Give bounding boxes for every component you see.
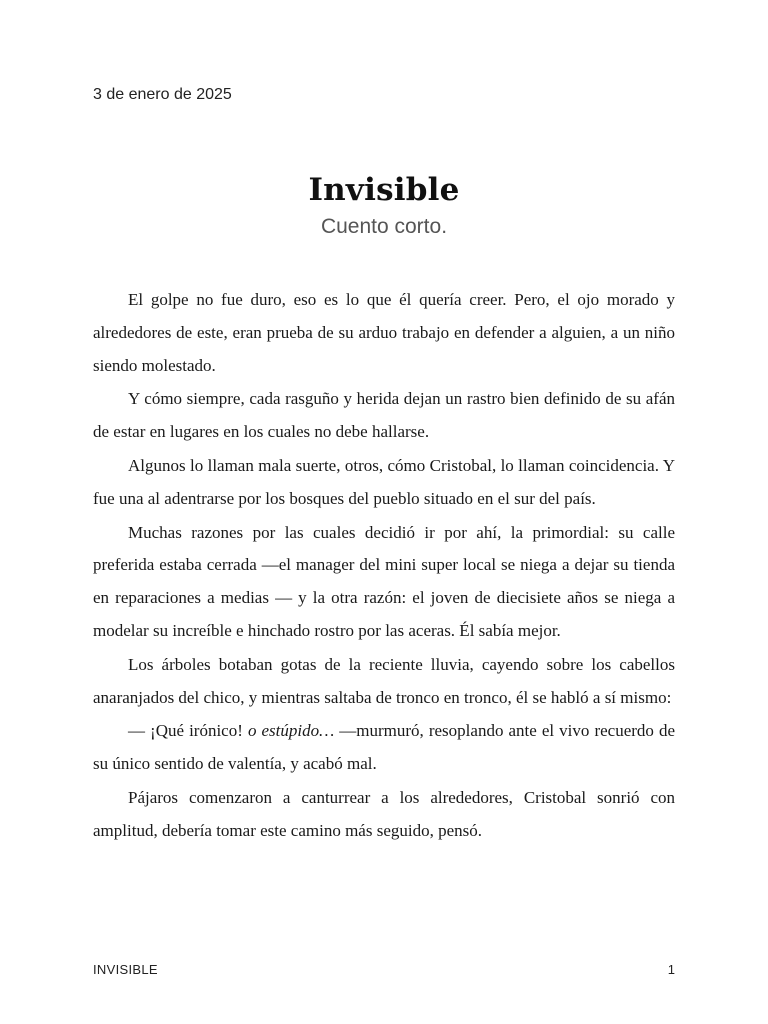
footer-running-title: INVISIBLE [93, 962, 158, 977]
story-paragraph: Y cómo siempre, cada rasguño y herida dejan un rastro bien definido de su afán de estar en lugares en los cuales no debe hallarse. [93, 389, 675, 442]
story-paragraph: Pájaros comenzaron a canturrear a los alrededores, Cristobal sonrió con amplitud, debería tomar este camino más seguido, pensó. [93, 787, 675, 840]
dialogue-continuation: —murmuró, resoplando ante el vivo recuerdo de su único sentido de valentía, y acabó mal. [93, 721, 675, 774]
dialogue-opening: — ¡Qué irónico! [128, 721, 248, 741]
story-subtitle: Cuento corto. [320, 215, 448, 238]
dialogue-paragraph [93, 715, 675, 781]
footer-page-number: 1 [667, 962, 675, 977]
document-date: 3 de enero de 2025 [93, 86, 232, 103]
story-paragraph: El golpe no fue duro, eso es lo que él quería creer. Pero, el ojo morado y alrededores de este, eran prueba de su arduo trabajo en defender a alguien, a un niño siendo molestado. [93, 290, 675, 375]
story-title: Invisible [308, 172, 460, 208]
story-paragraph: Muchas razones por las cuales decidió ir por ahí, la primordial: su calle preferida estaba cerrada —el manager del mini super local se niega a dejar su tienda en reparaciones a medias — y la otra razón: el joven de diecisiete años se niega a modelar su increíble e hinchado rostro por las aceras. Él sabía mejor. [93, 522, 675, 640]
story-paragraph: Los árboles botaban gotas de la reciente lluvia, cayendo sobre los cabellos anaranjados del chico, y mientras saltaba de tronco en tronco, él se habló a sí mismo: [93, 654, 675, 707]
story-paragraph: Algunos lo llaman mala suerte, otros, cómo Cristobal, lo llaman coincidencia. Y fue una al adentrarse por los bosques del pueblo situado en el sur del país. [93, 455, 675, 508]
story-body [93, 284, 675, 849]
dialogue-italic-aside: o estúpido… [247, 721, 335, 741]
